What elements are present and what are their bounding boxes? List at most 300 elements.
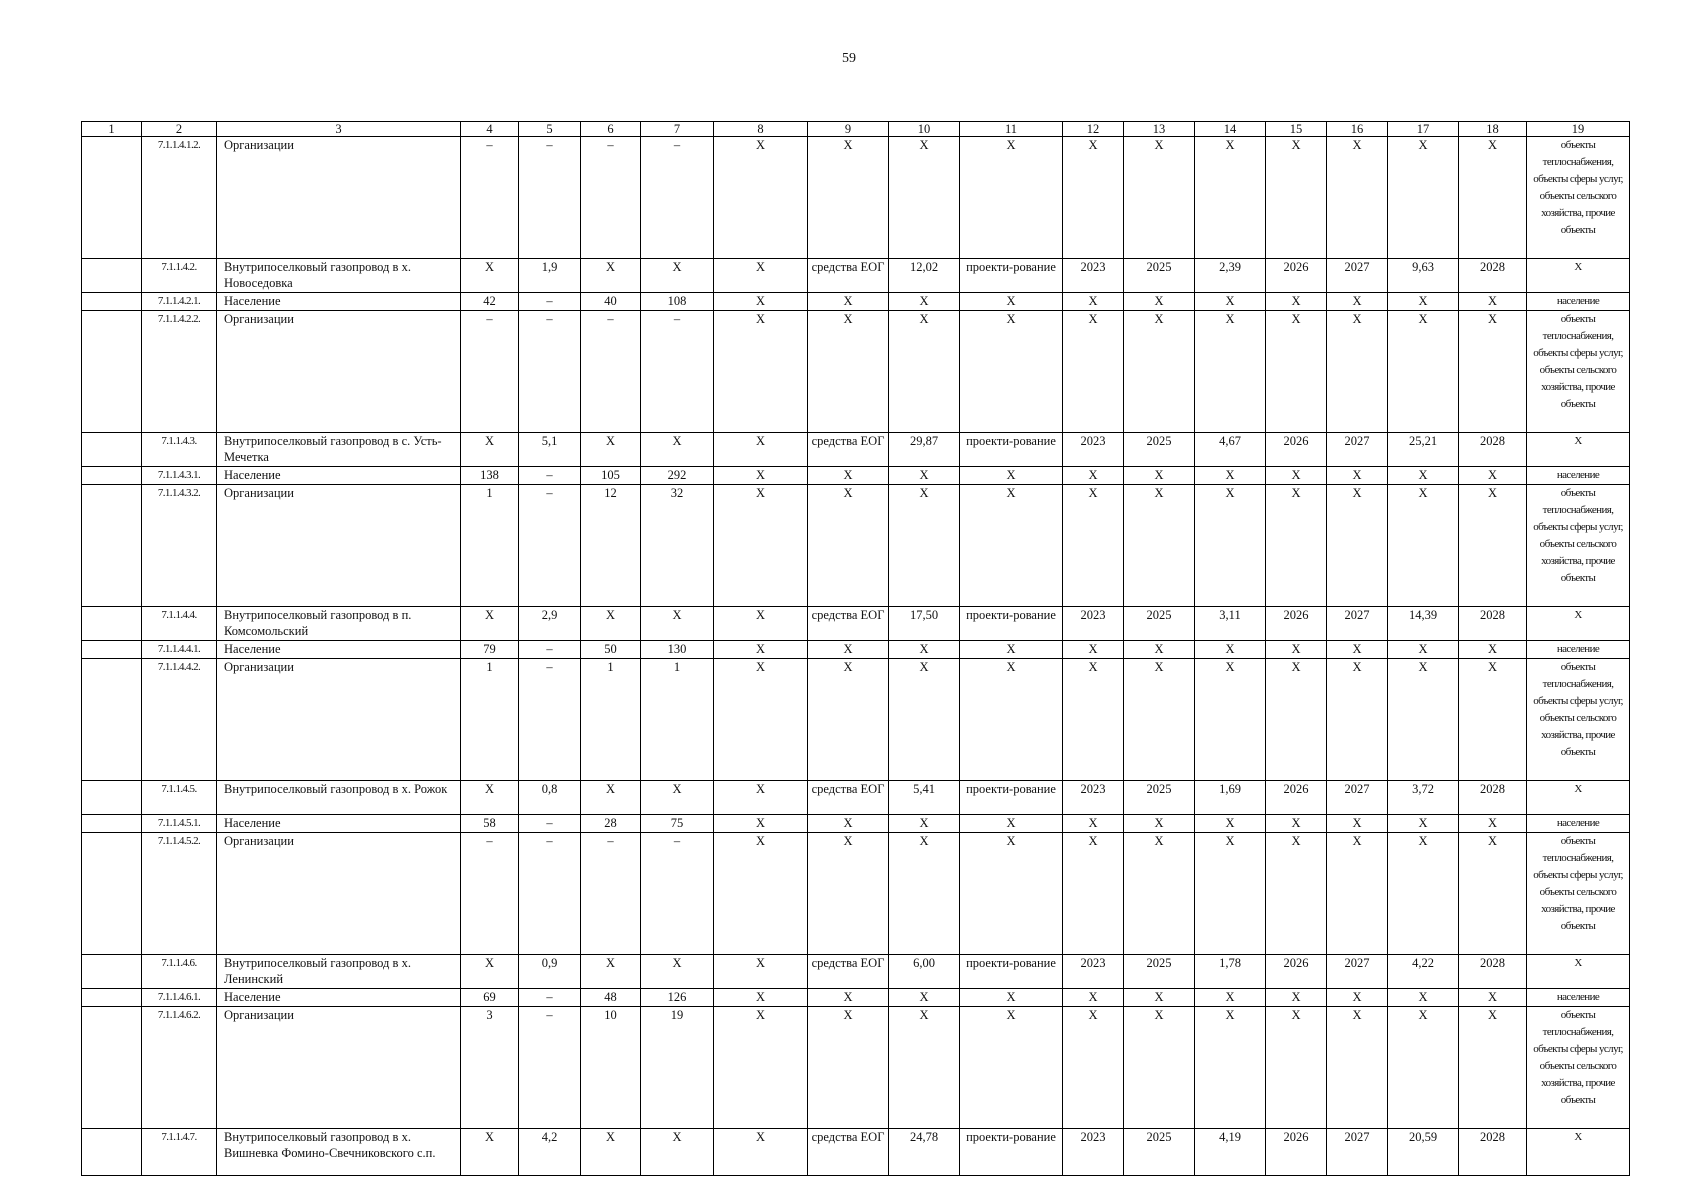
table-cell: 2,9: [519, 607, 581, 641]
table-cell: 24,78: [889, 1129, 960, 1176]
table-cell: –: [461, 311, 519, 433]
table-cell: X: [1459, 989, 1527, 1007]
table-cell: X: [1327, 485, 1388, 607]
table-cell: X: [889, 1007, 960, 1129]
column-header: 16: [1327, 122, 1388, 137]
table-cell: X: [960, 641, 1063, 659]
table-cell: 48: [581, 989, 641, 1007]
table-row: [82, 641, 1630, 659]
table-cell: X: [714, 311, 808, 433]
table-cell: X: [1124, 641, 1195, 659]
table-cell: 75: [641, 815, 714, 833]
table-cell: 126: [641, 989, 714, 1007]
table-cell: 2023: [1063, 607, 1124, 641]
table-cell: 2025: [1124, 433, 1195, 467]
table-cell: 2023: [1063, 433, 1124, 467]
table-cell: Население: [217, 467, 461, 485]
table-cell: [82, 1007, 142, 1129]
table-cell: X: [1063, 311, 1124, 433]
table-cell: X: [960, 137, 1063, 259]
column-header: 19: [1527, 122, 1630, 137]
table-cell: X: [1388, 137, 1459, 259]
table-row: [82, 1129, 1630, 1176]
table-cell: [82, 1129, 142, 1176]
table-cell: 2026: [1266, 259, 1327, 293]
table-cell: X: [1063, 293, 1124, 311]
table-cell: X: [1063, 1007, 1124, 1129]
table-cell: X: [641, 955, 714, 989]
table-cell: –: [519, 311, 581, 433]
table-cell: Организации: [217, 1007, 461, 1129]
table-row: [82, 989, 1630, 1007]
table-cell: X: [714, 1007, 808, 1129]
table-cell: –: [519, 641, 581, 659]
table-row: [82, 955, 1630, 989]
table-cell: X: [1459, 833, 1527, 955]
table-cell: Организации: [217, 485, 461, 607]
table-cell: X: [1527, 1129, 1630, 1176]
table-cell: 4,67: [1195, 433, 1266, 467]
table-cell: X: [641, 1129, 714, 1176]
table-cell: X: [1459, 1007, 1527, 1129]
table-cell: X: [1266, 467, 1327, 485]
table-cell: 7.1.1.4.3.: [142, 433, 217, 467]
table-cell: X: [960, 989, 1063, 1007]
table-cell: 7.1.1.4.3.1.: [142, 467, 217, 485]
column-header: 12: [1063, 122, 1124, 137]
table-cell: 2023: [1063, 955, 1124, 989]
table-row: [82, 137, 1630, 259]
table-cell: 7.1.1.4.6.2.: [142, 1007, 217, 1129]
table-cell: X: [714, 137, 808, 259]
table-cell: X: [581, 955, 641, 989]
column-header: 7: [641, 122, 714, 137]
table-cell: 3,72: [1388, 781, 1459, 815]
table-cell: X: [461, 1129, 519, 1176]
table-cell: 25,21: [1388, 433, 1459, 467]
table-cell: 7.1.1.4.6.1.: [142, 989, 217, 1007]
table-row: [82, 815, 1630, 833]
table-cell: 7.1.1.4.5.2.: [142, 833, 217, 955]
table-cell: 292: [641, 467, 714, 485]
column-header: 11: [960, 122, 1063, 137]
table-cell: [82, 259, 142, 293]
table-cell: 7.1.1.4.2.: [142, 259, 217, 293]
table-cell: X: [1063, 815, 1124, 833]
table-cell: [82, 833, 142, 955]
table-cell: X: [714, 1129, 808, 1176]
table-cell: 14,39: [1388, 607, 1459, 641]
table-row: [82, 781, 1630, 815]
table-cell: X: [1195, 467, 1266, 485]
column-header: 6: [581, 122, 641, 137]
table-cell: 32: [641, 485, 714, 607]
table-cell: 2027: [1327, 607, 1388, 641]
table-cell: население: [1527, 989, 1630, 1007]
table-cell: Внутрипоселковый газопровод в х. Ленинский: [217, 955, 461, 989]
table-cell: X: [1195, 1007, 1266, 1129]
table-cell: 2023: [1063, 1129, 1124, 1176]
table-cell: –: [581, 137, 641, 259]
table-cell: –: [641, 311, 714, 433]
table-cell: X: [714, 641, 808, 659]
table-row: [82, 293, 1630, 311]
table-cell: Население: [217, 641, 461, 659]
table-cell: 7.1.1.4.6.: [142, 955, 217, 989]
table-cell: X: [1388, 293, 1459, 311]
table-cell: 2025: [1124, 259, 1195, 293]
table-cell: X: [641, 607, 714, 641]
table-cell: –: [519, 1007, 581, 1129]
table-cell: X: [461, 433, 519, 467]
table-cell: 2025: [1124, 955, 1195, 989]
table-cell: X: [1527, 781, 1630, 815]
table-cell: X: [889, 293, 960, 311]
table-cell: 6,00: [889, 955, 960, 989]
table-cell: –: [519, 833, 581, 955]
table-cell: –: [461, 137, 519, 259]
table-cell: 2027: [1327, 955, 1388, 989]
table-cell: –: [581, 311, 641, 433]
column-header: 4: [461, 122, 519, 137]
table-cell: X: [1327, 815, 1388, 833]
table-cell: X: [581, 433, 641, 467]
table-cell: [82, 311, 142, 433]
table-cell: X: [1527, 259, 1630, 293]
table-cell: X: [1527, 955, 1630, 989]
table-cell: X: [1063, 467, 1124, 485]
table-cell: X: [1124, 293, 1195, 311]
table-cell: X: [1195, 989, 1266, 1007]
table-cell: X: [1527, 433, 1630, 467]
table-cell: [82, 607, 142, 641]
table-cell: 2023: [1063, 259, 1124, 293]
table-cell: X: [960, 311, 1063, 433]
table-cell: 4,19: [1195, 1129, 1266, 1176]
table-cell: 7.1.1.4.2.1.: [142, 293, 217, 311]
table-cell: X: [1327, 293, 1388, 311]
data-table: [81, 121, 1630, 1176]
table-cell: 2025: [1124, 1129, 1195, 1176]
table-row: [82, 311, 1630, 433]
table-cell: 1,69: [1195, 781, 1266, 815]
table-cell: [82, 293, 142, 311]
table-cell: X: [714, 485, 808, 607]
table-cell: X: [461, 781, 519, 815]
column-header: 13: [1124, 122, 1195, 137]
table-cell: объекты теплоснабжения, объекты сферы услуг, объекты сельского хозяйства, прочие объекты: [1527, 311, 1630, 433]
table-cell: проекти-рование: [960, 433, 1063, 467]
table-cell: X: [1459, 293, 1527, 311]
table-cell: [82, 781, 142, 815]
table-cell: X: [1388, 833, 1459, 955]
table-cell: X: [889, 485, 960, 607]
table-cell: 2026: [1266, 607, 1327, 641]
table-cell: Внутрипоселковый газопровод в с. Усть-Мечетка: [217, 433, 461, 467]
column-header: 8: [714, 122, 808, 137]
table-cell: X: [808, 293, 889, 311]
table-cell: 20,59: [1388, 1129, 1459, 1176]
table-cell: X: [714, 815, 808, 833]
table-cell: X: [1459, 641, 1527, 659]
table-cell: 7.1.1.4.1.2.: [142, 137, 217, 259]
table-cell: X: [714, 607, 808, 641]
table-cell: 2028: [1459, 607, 1527, 641]
table-cell: X: [1195, 833, 1266, 955]
table-cell: население: [1527, 293, 1630, 311]
table-cell: X: [581, 259, 641, 293]
table-cell: X: [889, 659, 960, 781]
table-cell: X: [1124, 815, 1195, 833]
table-cell: X: [1527, 607, 1630, 641]
table-cell: проекти-рование: [960, 781, 1063, 815]
table-cell: X: [1266, 485, 1327, 607]
table-cell: [82, 467, 142, 485]
table-cell: X: [960, 293, 1063, 311]
table-cell: средства ЕОГ: [808, 433, 889, 467]
table-cell: X: [808, 989, 889, 1007]
table-cell: Организации: [217, 311, 461, 433]
table-cell: X: [1266, 815, 1327, 833]
table-cell: 7.1.1.4.4.: [142, 607, 217, 641]
table-cell: X: [1388, 1007, 1459, 1129]
table-cell: X: [808, 485, 889, 607]
table-cell: X: [889, 989, 960, 1007]
table-cell: 1: [461, 485, 519, 607]
table-cell: X: [1124, 659, 1195, 781]
column-header: 18: [1459, 122, 1527, 137]
table-cell: Организации: [217, 659, 461, 781]
table-cell: 2028: [1459, 781, 1527, 815]
table-cell: –: [519, 815, 581, 833]
table-cell: 3,11: [1195, 607, 1266, 641]
table-cell: X: [1327, 467, 1388, 485]
table-row: [82, 485, 1630, 607]
table-cell: Население: [217, 815, 461, 833]
table-cell: 50: [581, 641, 641, 659]
table-cell: X: [1388, 641, 1459, 659]
table-cell: X: [1459, 815, 1527, 833]
table-cell: X: [889, 467, 960, 485]
table-cell: X: [808, 311, 889, 433]
table-cell: X: [1063, 641, 1124, 659]
table-cell: X: [461, 259, 519, 293]
table-cell: X: [581, 1129, 641, 1176]
table-cell: X: [1124, 311, 1195, 433]
table-cell: X: [461, 955, 519, 989]
table-cell: X: [960, 467, 1063, 485]
table-cell: X: [1266, 311, 1327, 433]
table-row: [82, 659, 1630, 781]
table-cell: X: [1063, 659, 1124, 781]
table-cell: X: [1388, 659, 1459, 781]
table-cell: 2025: [1124, 607, 1195, 641]
table-cell: 28: [581, 815, 641, 833]
column-header: 1: [82, 122, 142, 137]
table-cell: X: [1266, 989, 1327, 1007]
table-cell: 79: [461, 641, 519, 659]
table-cell: X: [714, 293, 808, 311]
table-cell: 17,50: [889, 607, 960, 641]
table-cell: 19: [641, 1007, 714, 1129]
table-cell: 1,78: [1195, 955, 1266, 989]
table-cell: X: [1195, 137, 1266, 259]
column-header: 14: [1195, 122, 1266, 137]
table-cell: 2023: [1063, 781, 1124, 815]
table-cell: 105: [581, 467, 641, 485]
table-cell: X: [714, 833, 808, 955]
table-cell: X: [1063, 833, 1124, 955]
table-cell: X: [1388, 485, 1459, 607]
table-cell: 2027: [1327, 259, 1388, 293]
table-cell: X: [1327, 989, 1388, 1007]
table-cell: [82, 137, 142, 259]
table-cell: X: [1388, 989, 1459, 1007]
table-cell: X: [1195, 311, 1266, 433]
table-cell: X: [714, 781, 808, 815]
table-cell: X: [1195, 641, 1266, 659]
table-cell: 108: [641, 293, 714, 311]
table-cell: X: [889, 833, 960, 955]
table-row: [82, 1007, 1630, 1129]
table-cell: X: [1327, 641, 1388, 659]
table-cell: объекты теплоснабжения, объекты сферы услуг, объекты сельского хозяйства, прочие объекты: [1527, 833, 1630, 955]
table-cell: X: [581, 781, 641, 815]
table-cell: X: [714, 659, 808, 781]
table-cell: 10: [581, 1007, 641, 1129]
table-cell: [82, 815, 142, 833]
table-cell: X: [1327, 137, 1388, 259]
table-cell: X: [808, 137, 889, 259]
table-row: [82, 833, 1630, 955]
table-cell: 130: [641, 641, 714, 659]
table-cell: X: [1459, 659, 1527, 781]
column-header: 3: [217, 122, 461, 137]
table-cell: X: [808, 659, 889, 781]
table-cell: 138: [461, 467, 519, 485]
table-cell: X: [1124, 989, 1195, 1007]
table-cell: X: [1124, 485, 1195, 607]
table-cell: X: [1124, 833, 1195, 955]
table-cell: объекты теплоснабжения, объекты сферы услуг, объекты сельского хозяйства, прочие объекты: [1527, 1007, 1630, 1129]
table-cell: 1: [641, 659, 714, 781]
table-cell: X: [1388, 467, 1459, 485]
table-cell: 40: [581, 293, 641, 311]
table-cell: Внутрипоселковый газопровод в х. Рожок: [217, 781, 461, 815]
table-cell: Внутрипоселковый газопровод в х. Новоседовка: [217, 259, 461, 293]
table-cell: проекти-рование: [960, 1129, 1063, 1176]
table-row: [82, 259, 1630, 293]
header-row: [82, 122, 1630, 137]
table-cell: 2027: [1327, 1129, 1388, 1176]
table-cell: –: [519, 659, 581, 781]
table-cell: 5,41: [889, 781, 960, 815]
table-body: [82, 122, 1630, 1176]
table-cell: 0,8: [519, 781, 581, 815]
table-cell: –: [461, 833, 519, 955]
table-cell: X: [714, 433, 808, 467]
table-cell: население: [1527, 641, 1630, 659]
table-cell: X: [1195, 485, 1266, 607]
table-cell: X: [1195, 815, 1266, 833]
table-cell: 2026: [1266, 1129, 1327, 1176]
table-cell: X: [808, 467, 889, 485]
table-cell: X: [1459, 137, 1527, 259]
table-cell: проекти-рование: [960, 955, 1063, 989]
table-cell: 7.1.1.4.3.2.: [142, 485, 217, 607]
table-cell: –: [519, 485, 581, 607]
table-cell: X: [1266, 641, 1327, 659]
table-cell: X: [641, 433, 714, 467]
table-cell: 1,9: [519, 259, 581, 293]
table-cell: 0,9: [519, 955, 581, 989]
table-cell: проекти-рование: [960, 259, 1063, 293]
table-cell: средства ЕОГ: [808, 1129, 889, 1176]
table-cell: X: [714, 955, 808, 989]
table-cell: средства ЕОГ: [808, 955, 889, 989]
table-cell: X: [808, 833, 889, 955]
table-cell: X: [960, 485, 1063, 607]
table-cell: 42: [461, 293, 519, 311]
table-cell: средства ЕОГ: [808, 781, 889, 815]
table-cell: X: [1459, 311, 1527, 433]
table-cell: 2,39: [1195, 259, 1266, 293]
table-cell: [82, 485, 142, 607]
table-cell: средства ЕОГ: [808, 259, 889, 293]
table-cell: X: [960, 833, 1063, 955]
table-cell: население: [1527, 815, 1630, 833]
table-cell: X: [960, 815, 1063, 833]
column-header: 9: [808, 122, 889, 137]
table-cell: X: [889, 137, 960, 259]
table-cell: X: [461, 607, 519, 641]
table-cell: 2025: [1124, 781, 1195, 815]
column-header: 2: [142, 122, 217, 137]
table-cell: 2026: [1266, 955, 1327, 989]
table-cell: проекти-рование: [960, 607, 1063, 641]
table-cell: X: [889, 641, 960, 659]
table-cell: X: [1063, 485, 1124, 607]
table-cell: [82, 641, 142, 659]
table-cell: 2026: [1266, 433, 1327, 467]
table-cell: –: [519, 293, 581, 311]
table-cell: X: [1266, 833, 1327, 955]
table-cell: X: [889, 815, 960, 833]
table-cell: 7.1.1.4.7.: [142, 1129, 217, 1176]
table-cell: X: [1327, 1007, 1388, 1129]
table-cell: средства ЕОГ: [808, 607, 889, 641]
table-cell: X: [1459, 485, 1527, 607]
table-cell: 4,2: [519, 1129, 581, 1176]
table-cell: население: [1527, 467, 1630, 485]
table-cell: 12: [581, 485, 641, 607]
table-cell: X: [1266, 659, 1327, 781]
table-cell: объекты теплоснабжения, объекты сферы услуг, объекты сельского хозяйства, прочие объекты: [1527, 485, 1630, 607]
table-cell: 7.1.1.4.4.1.: [142, 641, 217, 659]
table-cell: Организации: [217, 137, 461, 259]
table-cell: –: [519, 989, 581, 1007]
table-cell: 9,63: [1388, 259, 1459, 293]
table-cell: 1: [461, 659, 519, 781]
table-cell: X: [889, 311, 960, 433]
column-header: 10: [889, 122, 960, 137]
table-cell: X: [1063, 989, 1124, 1007]
table-cell: 7.1.1.4.5.: [142, 781, 217, 815]
table-cell: –: [519, 467, 581, 485]
table-cell: X: [1327, 311, 1388, 433]
table-cell: X: [960, 659, 1063, 781]
table-cell: X: [1266, 293, 1327, 311]
